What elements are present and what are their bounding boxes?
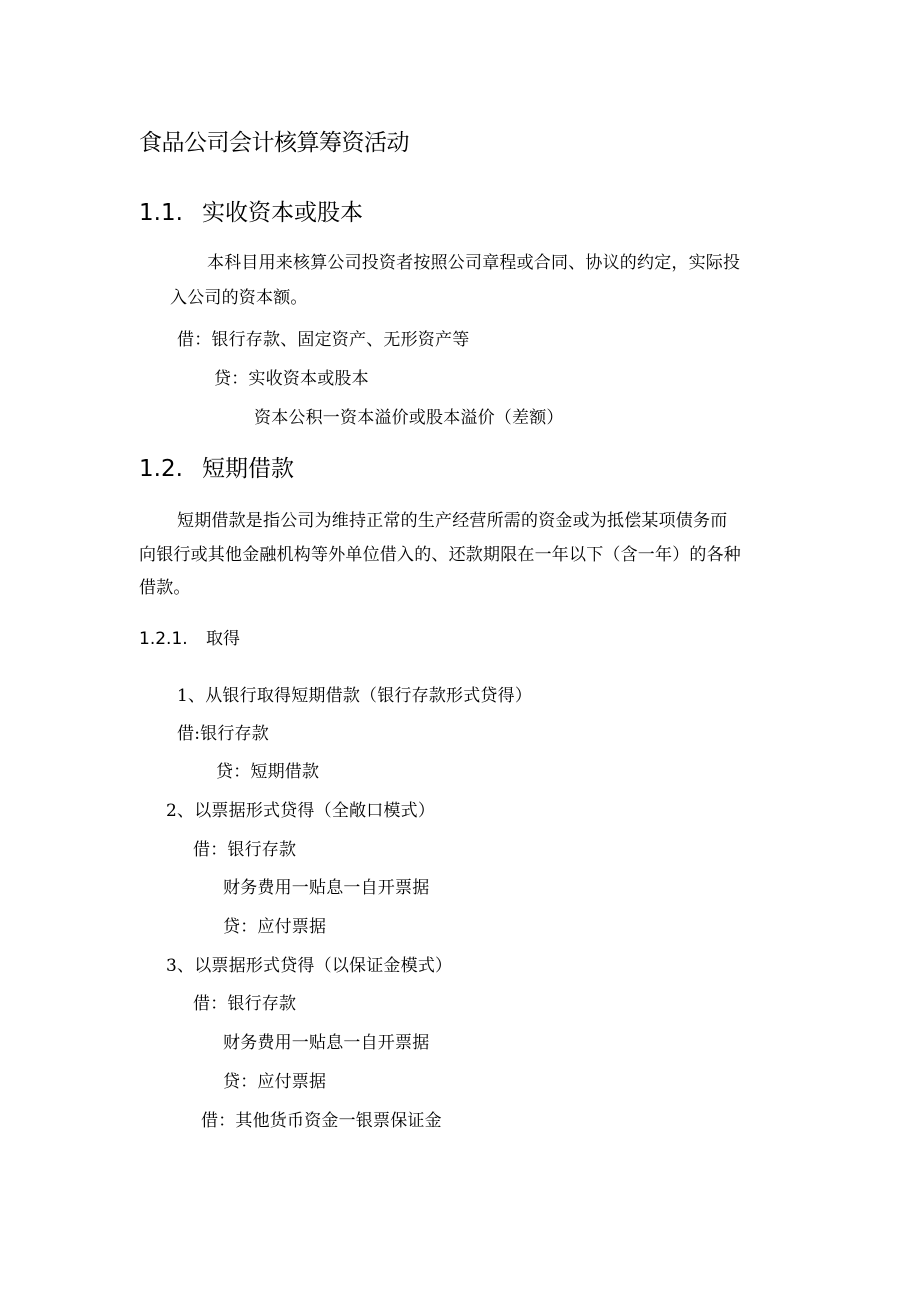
section-title: 短期借款	[202, 456, 294, 482]
journal-entry-debit: 借：银行存款、固定资产、无形资产等	[177, 330, 470, 350]
section-heading-1-1	[139, 194, 363, 227]
journal-entry-credit: 贷：实收资本或股本	[214, 369, 369, 389]
document-title: 食品公司会计核算筹资活动	[139, 130, 409, 156]
list-item: 3、以票据形式贷得（以保证金模式）	[166, 956, 453, 976]
paragraph-line: 入公司的资本额。	[170, 288, 308, 308]
list-item: 2、以票据形式贷得（全敞口模式）	[166, 801, 436, 821]
journal-entry-debit: 借:银行存款	[177, 724, 269, 744]
section-heading-1-2	[139, 450, 294, 483]
journal-entry-debit: 财务费用一贴息一自开票据	[223, 1033, 430, 1053]
section-heading-1-2-1	[139, 624, 240, 649]
section-number: 1.1.	[139, 200, 183, 226]
journal-entry-debit: 财务费用一贴息一自开票据	[223, 878, 430, 898]
paragraph-line: 短期借款是指公司为维持正常的生产经营所需的资金或为抵偿某项债务而	[177, 511, 728, 531]
section-number: 1.2.	[139, 456, 183, 482]
journal-entry-debit: 借：银行存款	[193, 840, 297, 860]
journal-entry-credit: 贷：应付票据	[223, 1072, 327, 1092]
section-number: 1.2.1.	[139, 629, 188, 649]
journal-entry-debit: 借：银行存款	[193, 994, 297, 1014]
journal-entry-credit: 资本公积一资本溢价或股本溢价（差额）	[254, 408, 564, 428]
section-title: 实收资本或股本	[202, 200, 363, 226]
list-item: 1、从银行取得短期借款（银行存款形式贷得）	[177, 686, 533, 706]
paragraph-line: 向银行或其他金融机构等外单位借入的、还款期限在一年以下（含一年）的各种	[139, 545, 741, 565]
journal-entry-debit: 借：其他货币资金一银票保证金	[201, 1111, 442, 1131]
journal-entry-credit: 贷：短期借款	[216, 762, 320, 782]
paragraph-line: 本科目用来核算公司投资者按照公司章程或合同、协议的约定，实际投	[207, 253, 741, 273]
journal-entry-credit: 贷：应付票据	[223, 917, 327, 937]
section-title: 取得	[206, 629, 240, 649]
paragraph-line: 借款。	[139, 578, 191, 598]
